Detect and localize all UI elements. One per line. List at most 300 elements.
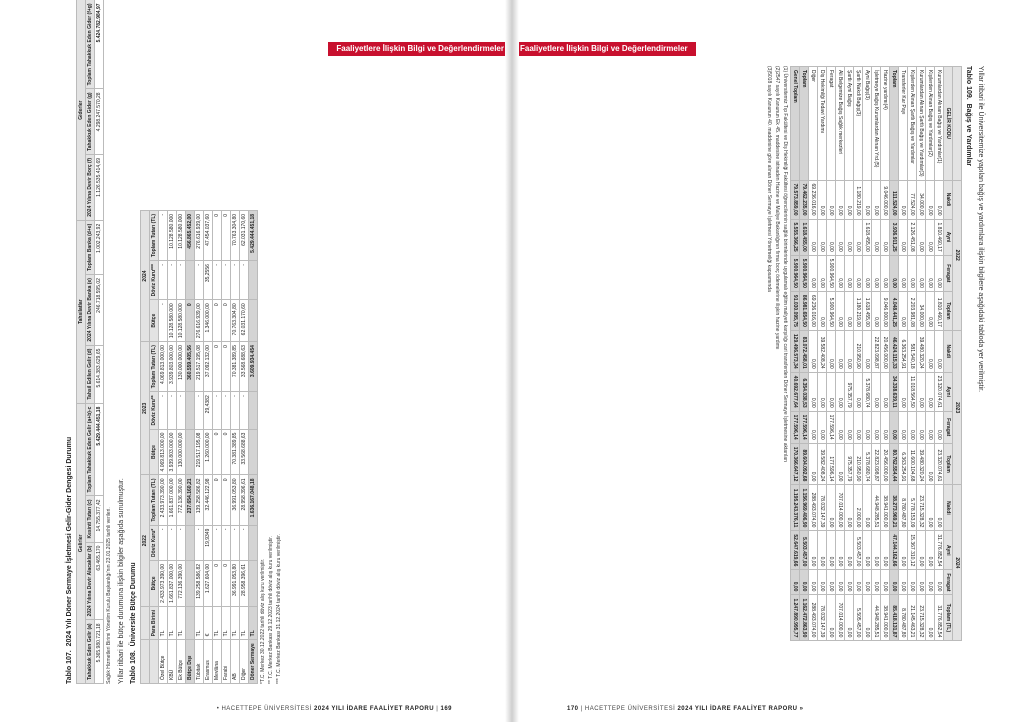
column-header: Ayni bbox=[944, 219, 953, 255]
table-cell: 0,00 bbox=[836, 330, 845, 372]
header-row bbox=[150, 210, 159, 683]
table-cell: 11.018.564,50 bbox=[908, 372, 917, 411]
table-cell: 70.381.389,85 bbox=[231, 342, 240, 392]
table-cell: 177.596,14 bbox=[800, 411, 809, 443]
table-cell: 0,00 bbox=[836, 219, 845, 255]
column-header: Ayni bbox=[944, 372, 953, 411]
section-header: Faaliyetlere İlişkin Bilgi ve Değerlendirmeler bbox=[512, 42, 696, 56]
column-header: 2024 Yılına Devir Alacaklar (b) bbox=[86, 542, 95, 620]
table-cell: 219.517.195,08 bbox=[195, 342, 204, 392]
table-cell: 62.031.170,60 bbox=[240, 210, 249, 260]
table-cell: 83.072.458,01 bbox=[800, 330, 809, 372]
table-row bbox=[800, 67, 809, 641]
table-cell: 0,00 bbox=[818, 180, 827, 219]
table-cell: 177.596,14 bbox=[827, 443, 836, 485]
table-cell: 35,2556 bbox=[204, 261, 213, 300]
table-cell: 1.002.243,92 bbox=[95, 220, 104, 274]
table-107-note: Sağlık Hizmetleri Birimi Yönetim Kurulu Başkanlığı'nın 23.01.2025 tarihli verileri. bbox=[106, 507, 112, 684]
table-note: *** T.C. Merkez Bankası 31.12.2024 tarihli döviz alış kuru verilmiştir. bbox=[276, 534, 282, 684]
currency-cell: TL bbox=[222, 606, 231, 639]
table-cell: 3.609.934.454 bbox=[249, 342, 258, 392]
group-header: Gelirler bbox=[77, 403, 86, 683]
table-cell: 36.991.053,80 bbox=[231, 475, 240, 525]
table-cell: 0,00 bbox=[836, 531, 845, 570]
table-cell: 70.763.304,80 bbox=[231, 300, 240, 342]
row-label: Kurumlardan Alınan Şartlı Bağış ve Yardımlar(3) bbox=[917, 67, 926, 181]
table-cell: 39.582.408,24 bbox=[818, 443, 827, 485]
table-cell: 6.363.254,91 bbox=[899, 443, 908, 485]
column-header: Toplam Tutarı (TL) bbox=[150, 475, 159, 525]
row-label: Diğer bbox=[809, 67, 818, 181]
table-109-notes bbox=[766, 66, 788, 670]
table-cell bbox=[186, 429, 195, 475]
table-cell: 0,00 bbox=[791, 570, 800, 595]
table-cell: - bbox=[240, 261, 249, 300]
row-label: Diş Hekimliği Tedavi Yardımı bbox=[818, 67, 827, 181]
column-header: Döviz Kuru* bbox=[150, 525, 159, 560]
table-cell: 0,00 bbox=[809, 330, 818, 372]
table-107 bbox=[76, 0, 104, 684]
currency-cell: € bbox=[204, 606, 213, 639]
table-cell: 975.357,79 bbox=[845, 443, 854, 485]
table-cell: 44.948.285,51 bbox=[872, 485, 881, 531]
table-cell: 0,00 bbox=[935, 570, 944, 595]
column-header: Döviz Kuru*** bbox=[150, 261, 159, 300]
table-cell: 0,00 bbox=[863, 485, 872, 531]
table-cell bbox=[186, 261, 195, 300]
column-header: Toplam bbox=[944, 291, 953, 330]
table-cell: 0,00 bbox=[890, 255, 899, 291]
table-cell: - bbox=[195, 392, 204, 429]
table-row bbox=[95, 0, 104, 684]
table-cell: - bbox=[231, 261, 240, 300]
footer: 170 | HACETTEPE ÜNİVERSİTESİ 2024 YILI İDARE FAALİYET RAPORU » bbox=[567, 706, 804, 712]
table-cell: 1.810.460,17 bbox=[935, 291, 944, 330]
table-cell: 34.338.639,11 bbox=[890, 372, 899, 411]
table-cell: 1.346.000,00 bbox=[204, 300, 213, 342]
table-cell: - bbox=[168, 261, 177, 300]
table-cell: 139.258.586,82 bbox=[195, 560, 204, 606]
column-header: Feragat bbox=[944, 255, 953, 291]
table-cell: - bbox=[213, 261, 222, 300]
table-cell: 0,00 bbox=[845, 180, 854, 219]
table-cell: 0,00 bbox=[809, 219, 818, 255]
table-cell: 130.000.000,00 bbox=[177, 342, 186, 392]
table-row bbox=[872, 67, 881, 641]
column-header: Para Birimi bbox=[150, 606, 159, 639]
column-header: 2024 Yılına Devir Borç (f) bbox=[86, 154, 95, 220]
table-cell: 0,00 bbox=[935, 180, 944, 219]
table-note: ** T.C. Merkez Bankası 29.12.2023 tarihli döviz alış kuru verilmiştir. bbox=[268, 535, 274, 684]
table-cell: 80.762.554,44 bbox=[890, 443, 899, 485]
table-row bbox=[177, 210, 186, 683]
row-label: Kişilerden Alınan Şartlı Bağış ve Yardımlar bbox=[908, 67, 917, 181]
table-cell: 33.568.688,63 bbox=[240, 429, 249, 475]
table-cell: 0 bbox=[222, 475, 231, 525]
table-cell: 0,00 bbox=[872, 411, 881, 443]
table-row bbox=[231, 210, 240, 683]
table-cell: 22.823.098,87 bbox=[872, 443, 881, 485]
table-cell: 70.381.389,85 bbox=[231, 429, 240, 475]
table-cell: 79.573.859,00 bbox=[791, 180, 800, 219]
table-cell: 246.718.595,02 bbox=[95, 275, 104, 346]
table-cell: 39.480.320,24 bbox=[917, 330, 926, 372]
table-cell: 0,00 bbox=[863, 570, 872, 595]
table-cell: 1.627.604,00 bbox=[204, 560, 213, 606]
table-cell bbox=[249, 392, 258, 429]
table-cell: 0,00 bbox=[917, 570, 926, 595]
table-cell: 0,00 bbox=[854, 219, 863, 255]
table-cell: 2.203.981,08 bbox=[908, 291, 917, 330]
table-109 bbox=[790, 66, 962, 641]
table-cell: 21.145.463,21 bbox=[908, 595, 917, 641]
currency-cell: TL bbox=[177, 606, 186, 639]
table-cell: 0,00 bbox=[899, 291, 908, 330]
currency-cell: TL bbox=[231, 606, 240, 639]
table-cell: 62.031.170,60 bbox=[240, 300, 249, 342]
table-cell: - bbox=[240, 525, 249, 560]
table-cell: 10.128.580.000 bbox=[168, 300, 177, 342]
table-cell: - bbox=[213, 392, 222, 429]
table-cell: 31.776.852,54 bbox=[935, 595, 944, 641]
year-header: 2024 bbox=[953, 485, 962, 641]
table-row bbox=[240, 210, 249, 683]
table-cell: 0,00 bbox=[809, 255, 818, 291]
table-cell: - bbox=[159, 392, 168, 429]
table-cell: 111.524,00 bbox=[890, 180, 899, 219]
table-cell: 0,00 bbox=[935, 411, 944, 443]
table-cell: 581.540,18 bbox=[908, 330, 917, 372]
table-cell: 38.273.969,21 bbox=[890, 485, 899, 531]
table-cell: 91.030.095,75 bbox=[791, 291, 800, 330]
table-cell bbox=[249, 429, 258, 475]
blank-header bbox=[953, 67, 962, 181]
table-cell: 0,00 bbox=[899, 411, 908, 443]
table-cell: 0,00 bbox=[863, 411, 872, 443]
table-cell: 40.692.677,64 bbox=[791, 372, 800, 411]
table-cell: 5.503.457,00 bbox=[800, 531, 809, 570]
table-108-caption: Tablo 108. Üniversite Bütçe Durumu bbox=[130, 562, 137, 684]
column-header: Toplam (TL) bbox=[944, 595, 953, 641]
table-cell: 129.496.573,34 bbox=[791, 330, 800, 372]
table-cell: 0,00 bbox=[935, 255, 944, 291]
table-cell: - bbox=[159, 210, 168, 260]
table-cell: 0 bbox=[213, 342, 222, 392]
table-cell: 3.936.911,25 bbox=[890, 219, 899, 255]
currency-cell: TL bbox=[240, 606, 249, 639]
table-cell: 0,00 bbox=[818, 570, 827, 595]
table-cell: 276.616.939,00 bbox=[195, 210, 204, 260]
table-cell: - bbox=[195, 261, 204, 300]
table-cell: 0,00 bbox=[818, 255, 827, 291]
table-cell: 5.778.153,09 bbox=[908, 485, 917, 531]
table-cell: - bbox=[168, 525, 177, 560]
table-cell: 86.981.654,50 bbox=[800, 291, 809, 330]
column-header: Tahakkuk Eden Gider (g) bbox=[86, 89, 95, 155]
table-cell: 38.941.000,00 bbox=[881, 485, 890, 531]
table-row bbox=[863, 67, 872, 641]
table-cell: 1.618.455,00 bbox=[800, 219, 809, 255]
column-header: Toplam Tutarı (TL) bbox=[150, 342, 159, 392]
budget-intro: Yıllar itibari ile bütçe durumuna ilişkin bilgiler aşağıda sunulmuştur. bbox=[118, 478, 125, 684]
table-cell: 772.136.390,00 bbox=[177, 560, 186, 606]
table-cell bbox=[249, 525, 258, 560]
currency-cell: TL bbox=[168, 606, 177, 639]
table-cell: 0,00 bbox=[926, 180, 935, 219]
table-cell: 20.456.000,00 bbox=[881, 443, 890, 485]
table-cell: - bbox=[222, 261, 231, 300]
table-cell: 1.180.219,00 bbox=[854, 180, 863, 219]
table-cell: 139.258.586,82 bbox=[195, 475, 204, 525]
table-cell: 0,00 bbox=[881, 570, 890, 595]
blank-header bbox=[141, 640, 150, 684]
column-header: GELİR KODU bbox=[944, 67, 953, 181]
table-cell: 1.180.219,00 bbox=[854, 291, 863, 330]
table-cell: 0,00 bbox=[863, 330, 872, 372]
table-cell: 5.614.383.629,65 bbox=[95, 345, 104, 403]
table-cell: 0,00 bbox=[800, 570, 809, 595]
table-cell: 39.582.408,24 bbox=[818, 330, 827, 372]
table-cell: 5.378.680,74 bbox=[863, 372, 872, 411]
table-note: (1) Üniversitemiz Tıp Fakültesi ve Diş Hekimliği Fakültesi öğrencilerinin sağlık birimlerinde uygulamalı eğitim maliyeti karşılığı cari transferden Döner Sermaye İşletmesine aktarılan bbox=[782, 66, 788, 462]
table-cell: 8.780.487,80 bbox=[899, 485, 908, 531]
row-label: Tübitak bbox=[195, 640, 204, 684]
currency-cell: TL bbox=[213, 606, 222, 639]
table-cell: 177.596,14 bbox=[827, 411, 836, 443]
blank-header bbox=[141, 606, 150, 639]
table-row bbox=[908, 67, 917, 641]
table-cell: 0 bbox=[222, 210, 231, 260]
table-cell: 0,00 bbox=[872, 255, 881, 291]
table-cell: 4.069.813.000,00 bbox=[159, 342, 168, 392]
table-cell: 0 bbox=[222, 342, 231, 392]
table-cell: 6.354.038,53 bbox=[800, 372, 809, 411]
table-cell: 0,00 bbox=[890, 570, 899, 595]
group-header: Giderler bbox=[77, 0, 86, 220]
table-row bbox=[818, 67, 827, 641]
table-108-notes bbox=[260, 80, 282, 684]
table-cell: 0,00 bbox=[908, 570, 917, 595]
table-cell: 0,00 bbox=[926, 372, 935, 411]
table-cell: 0,00 bbox=[908, 411, 917, 443]
table-cell: 5.429.444.451,18 bbox=[95, 403, 104, 496]
column-header: Tahakkuk Eden Gelir (a) bbox=[86, 620, 95, 684]
table-cell: 23.715.328,32 bbox=[917, 595, 926, 641]
table-cell: - bbox=[222, 525, 231, 560]
rotated-content-right bbox=[590, 60, 990, 670]
table-cell: 1.156.969.406,90 bbox=[800, 485, 809, 531]
table-cell: 0,00 bbox=[827, 330, 836, 372]
column-header: Bütçe bbox=[150, 560, 159, 606]
table-cell: 19,9349 bbox=[204, 525, 213, 560]
table-cell: 5.900.964,50 bbox=[791, 255, 800, 291]
table-cell: 1.126.535.414,69 bbox=[95, 154, 104, 220]
column-header: Bütçe bbox=[150, 429, 159, 475]
table-cell: 1.162.472.863,90 bbox=[800, 595, 809, 641]
column-header: Nakdi bbox=[944, 180, 953, 219]
table-cell: 0,00 bbox=[809, 372, 818, 411]
column-header: Toplam Banka (d+e) bbox=[86, 220, 95, 274]
table-cell: 5.365.980.721,18 bbox=[95, 620, 104, 684]
table-cell: 4.069.813.000,00 bbox=[159, 429, 168, 475]
table-cell: 0,00 bbox=[809, 531, 818, 570]
table-cell: 46.424.115,33 bbox=[890, 330, 899, 372]
table-cell: 0,00 bbox=[836, 291, 845, 330]
table-cell: 1.810.460,17 bbox=[935, 219, 944, 255]
header-row bbox=[953, 67, 962, 641]
table-cell: 0,00 bbox=[827, 180, 836, 219]
table-note: (2)2547 sayılı Kanunun Ek 45. maddesine istinaden Hazine ve Maliye Bakanlığının firma borç ödemelerine ilişkin hazine yardımı bbox=[774, 66, 780, 350]
table-cell: 32.446.122,98 bbox=[204, 475, 213, 525]
table-cell: 0,00 bbox=[818, 372, 827, 411]
table-row bbox=[845, 67, 854, 641]
table-cell: 0 bbox=[213, 429, 222, 475]
table-cell: 77.524,00 bbox=[908, 180, 917, 219]
table-cell: 70.763.304,80 bbox=[231, 210, 240, 260]
table-cell: 69.236.016,00 bbox=[809, 180, 818, 219]
row-label: Farabi bbox=[222, 640, 231, 684]
table-cell: 1.618.455,00 bbox=[863, 219, 872, 255]
row-label: Toplam bbox=[800, 67, 809, 181]
table-cell: 2.126.451,08 bbox=[908, 219, 917, 255]
table-cell: 0,00 bbox=[908, 255, 917, 291]
column-header: Tahsil Edilen Gelir (d) bbox=[86, 345, 95, 403]
table-cell: 9.046.000,00 bbox=[881, 291, 890, 330]
header-row bbox=[141, 210, 150, 683]
table-cell: 0,00 bbox=[854, 372, 863, 411]
table-cell: 0,00 bbox=[836, 570, 845, 595]
year-header: 2022 bbox=[141, 475, 150, 606]
table-cell: 0,00 bbox=[827, 595, 836, 641]
table-cell: - bbox=[177, 261, 186, 300]
table-cell: 0,00 bbox=[845, 411, 854, 443]
row-label: Ayni Bağış(3) bbox=[863, 67, 872, 181]
table-cell: 0,00 bbox=[845, 219, 854, 255]
table-cell: 0,00 bbox=[917, 531, 926, 570]
table-cell: 0,00 bbox=[881, 255, 890, 291]
table-cell bbox=[249, 560, 258, 606]
table-cell: 0 bbox=[222, 560, 231, 606]
row-label: Genel Toplam bbox=[791, 67, 800, 181]
table-row bbox=[926, 67, 935, 641]
table-cell: 1.661.837.000,00 bbox=[168, 475, 177, 525]
table-row bbox=[249, 210, 258, 683]
table-cell: 0,00 bbox=[872, 570, 881, 595]
table-cell: 0,00 bbox=[899, 219, 908, 255]
table-cell: 31.776.852,54 bbox=[935, 531, 944, 570]
table-cell: 78.032.147,39 bbox=[818, 595, 827, 641]
column-header: Toplam bbox=[944, 443, 953, 485]
column-header: Ayni bbox=[944, 531, 953, 570]
table-cell: 210.950,90 bbox=[854, 443, 863, 485]
year-header: 2023 bbox=[953, 330, 962, 485]
column-header: Döviz Kuru** bbox=[150, 392, 159, 429]
table-cell: 1.247.890.995,77 bbox=[791, 595, 800, 641]
table-cell: 0,00 bbox=[836, 180, 845, 219]
table-row bbox=[222, 210, 231, 683]
table-cell: 23.320.074,61 bbox=[935, 443, 944, 485]
table-row bbox=[890, 67, 899, 641]
table-cell: 0,00 bbox=[863, 180, 872, 219]
table-cell: 28.958.396,61 bbox=[240, 475, 249, 525]
table-cell: 0,00 bbox=[881, 411, 890, 443]
table-cell: 456.865.452,00 bbox=[186, 210, 195, 260]
table-cell: 23.715.328,32 bbox=[917, 485, 926, 531]
table-cell: 0,00 bbox=[917, 372, 926, 411]
table-cell: 44.948.285,51 bbox=[872, 595, 881, 641]
column-header: Feragat bbox=[944, 411, 953, 443]
section-header: Faaliyetlere İlişkin Bilgi ve Değerlendirmeler bbox=[328, 42, 512, 56]
table-row bbox=[935, 67, 944, 641]
table-cell: 69.236.016,00 bbox=[809, 291, 818, 330]
column-header: Nakdi bbox=[944, 485, 953, 531]
table-cell: 5.900.964,50 bbox=[827, 255, 836, 291]
table-cell: 0,00 bbox=[881, 531, 890, 570]
table-cell bbox=[249, 261, 258, 300]
table-cell: - bbox=[168, 392, 177, 429]
table-row bbox=[186, 210, 195, 683]
table-cell: 23.320.074,61 bbox=[935, 372, 944, 411]
table-row bbox=[168, 210, 177, 683]
table-cell: 9.046.000,00 bbox=[881, 180, 890, 219]
table-cell: 63.465.170 bbox=[95, 542, 104, 620]
table-cell: 5.503.457,00 bbox=[854, 531, 863, 570]
table-cell: 0,00 bbox=[872, 291, 881, 330]
year-header: 2022 bbox=[953, 180, 962, 330]
table-cell: 29,4382 bbox=[204, 392, 213, 429]
table-cell: 11.600.104,68 bbox=[908, 443, 917, 485]
currency-cell bbox=[186, 606, 195, 639]
row-label: Feragat bbox=[827, 67, 836, 181]
table-cell: 0,00 bbox=[926, 291, 935, 330]
table-cell: 0,00 bbox=[863, 255, 872, 291]
table-cell: 0,00 bbox=[926, 330, 935, 372]
table-cell: 0,00 bbox=[863, 531, 872, 570]
table-cell: 276.616.939,00 bbox=[195, 300, 204, 342]
table-cell: 0,00 bbox=[845, 291, 854, 330]
table-cell: 360.559.405,56 bbox=[186, 342, 195, 392]
table-cell: 4.048.441,25 bbox=[890, 291, 899, 330]
group-header: Tahsilatlar bbox=[77, 220, 86, 403]
row-label: Erasmus bbox=[204, 640, 213, 684]
table-cell: 5.900.964,50 bbox=[800, 255, 809, 291]
table-cell bbox=[186, 525, 195, 560]
footer: • HACETTEPE ÜNİVERSİTESİ 2024 YILI İDARE FAALİYET RAPORU | 169 bbox=[216, 706, 452, 712]
table-108 bbox=[140, 210, 258, 684]
table-cell: 0 bbox=[222, 429, 231, 475]
table-cell: 0,00 bbox=[917, 255, 926, 291]
table-cell: 210.950,90 bbox=[854, 330, 863, 372]
table-cell: 0,00 bbox=[827, 531, 836, 570]
row-label: Diğer bbox=[240, 640, 249, 684]
table-cell: 170.366.647,12 bbox=[791, 443, 800, 485]
table-cell: 0,00 bbox=[818, 411, 827, 443]
table-cell: 0,00 bbox=[917, 219, 926, 255]
header-row bbox=[86, 0, 95, 684]
table-cell: 0,00 bbox=[854, 255, 863, 291]
table-cell: 47.144.162,66 bbox=[890, 531, 899, 570]
table-cell: 34.000,00 bbox=[917, 180, 926, 219]
row-label: Özel Bütçe bbox=[159, 640, 168, 684]
table-cell: - bbox=[177, 392, 186, 429]
table-cell: 0,00 bbox=[872, 372, 881, 411]
table-cell: 0,00 bbox=[845, 485, 854, 531]
table-cell: 0,00 bbox=[863, 595, 872, 641]
table-cell: 28.958.396,61 bbox=[240, 560, 249, 606]
table-cell: - bbox=[231, 392, 240, 429]
table-cell: 975.357,79 bbox=[845, 372, 854, 411]
table-cell: 5.900.964,50 bbox=[827, 291, 836, 330]
